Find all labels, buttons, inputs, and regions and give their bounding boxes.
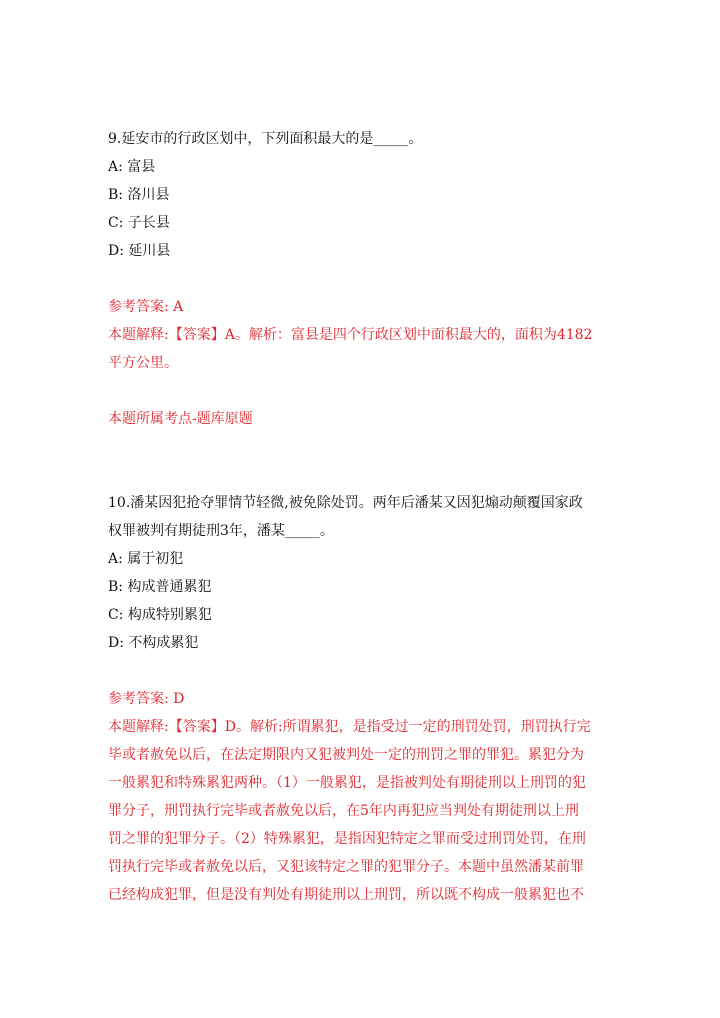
question-9-explanation-line: 本题解释:【答案】A。解析：富县是四个行政区划中面积最大的，面积为4182 — [108, 327, 593, 343]
question-9-option-d: D: 延川县 — [108, 243, 171, 259]
question-10-option-d: D: 不构成累犯 — [108, 635, 199, 651]
question-9-topic: 本题所属考点-题库原题 — [108, 411, 253, 427]
question-10-explanation-line: 已经构成犯罪，但是没有判处有期徒刑以上刑罚，所以既不构成一般累犯也不 — [108, 887, 584, 903]
question-10-stem-line: 权罪被判有期徒刑3年，潘某_____。 — [108, 523, 334, 539]
question-10-explanation-line: 毕或者赦免以后，在法定期限内又犯被判处一定的刑罚之罪的罪犯。累犯分为 — [108, 747, 584, 763]
question-10-answer: 参考答案: D — [108, 691, 185, 707]
question-10-explanation-line: 本题解释:【答案】D。解析:所谓累犯，是指受过一定的刑罚处罚，刑罚执行完 — [108, 719, 591, 735]
question-9-explanation-line: 平方公里。 — [108, 355, 178, 371]
question-9-option-c: C: 子长县 — [108, 215, 170, 231]
question-10-explanation-line: 一般累犯和特殊累犯两种。（1）一般累犯，是指被判处有期徒刑以上刑罚的犯 — [108, 775, 586, 791]
question-10-option-c: C: 构成特别累犯 — [108, 607, 212, 623]
question-10-option-b: B: 构成普通累犯 — [108, 579, 212, 595]
question-9-stem: 9.延安市的行政区划中，下列面积最大的是_____。 — [108, 131, 423, 147]
question-9-answer: 参考答案: A — [108, 299, 184, 315]
question-9-option-a: A: 富县 — [108, 159, 156, 175]
question-10-explanation-line: 罚之罪的犯罪分子。（2）特殊累犯，是指因犯特定之罪而受过刑罚处罚，在刑 — [108, 831, 586, 847]
question-10-stem-line: 10.潘某因犯抢夺罪情节轻微,被免除处罚。两年后潘某又因犯煽动颠覆国家政 — [108, 495, 583, 511]
question-10-option-a: A: 属于初犯 — [108, 551, 184, 567]
question-10-explanation-line: 罚执行完毕或者赦免以后，又犯该特定之罪的犯罪分子。本题中虽然潘某前罪 — [108, 859, 584, 875]
question-9-option-b: B: 洛川县 — [108, 187, 170, 203]
question-10-explanation-line: 罪分子，刑罚执行完毕或者赦免以后，在5年内再犯应当判处有期徒刑以上刑 — [108, 803, 579, 819]
